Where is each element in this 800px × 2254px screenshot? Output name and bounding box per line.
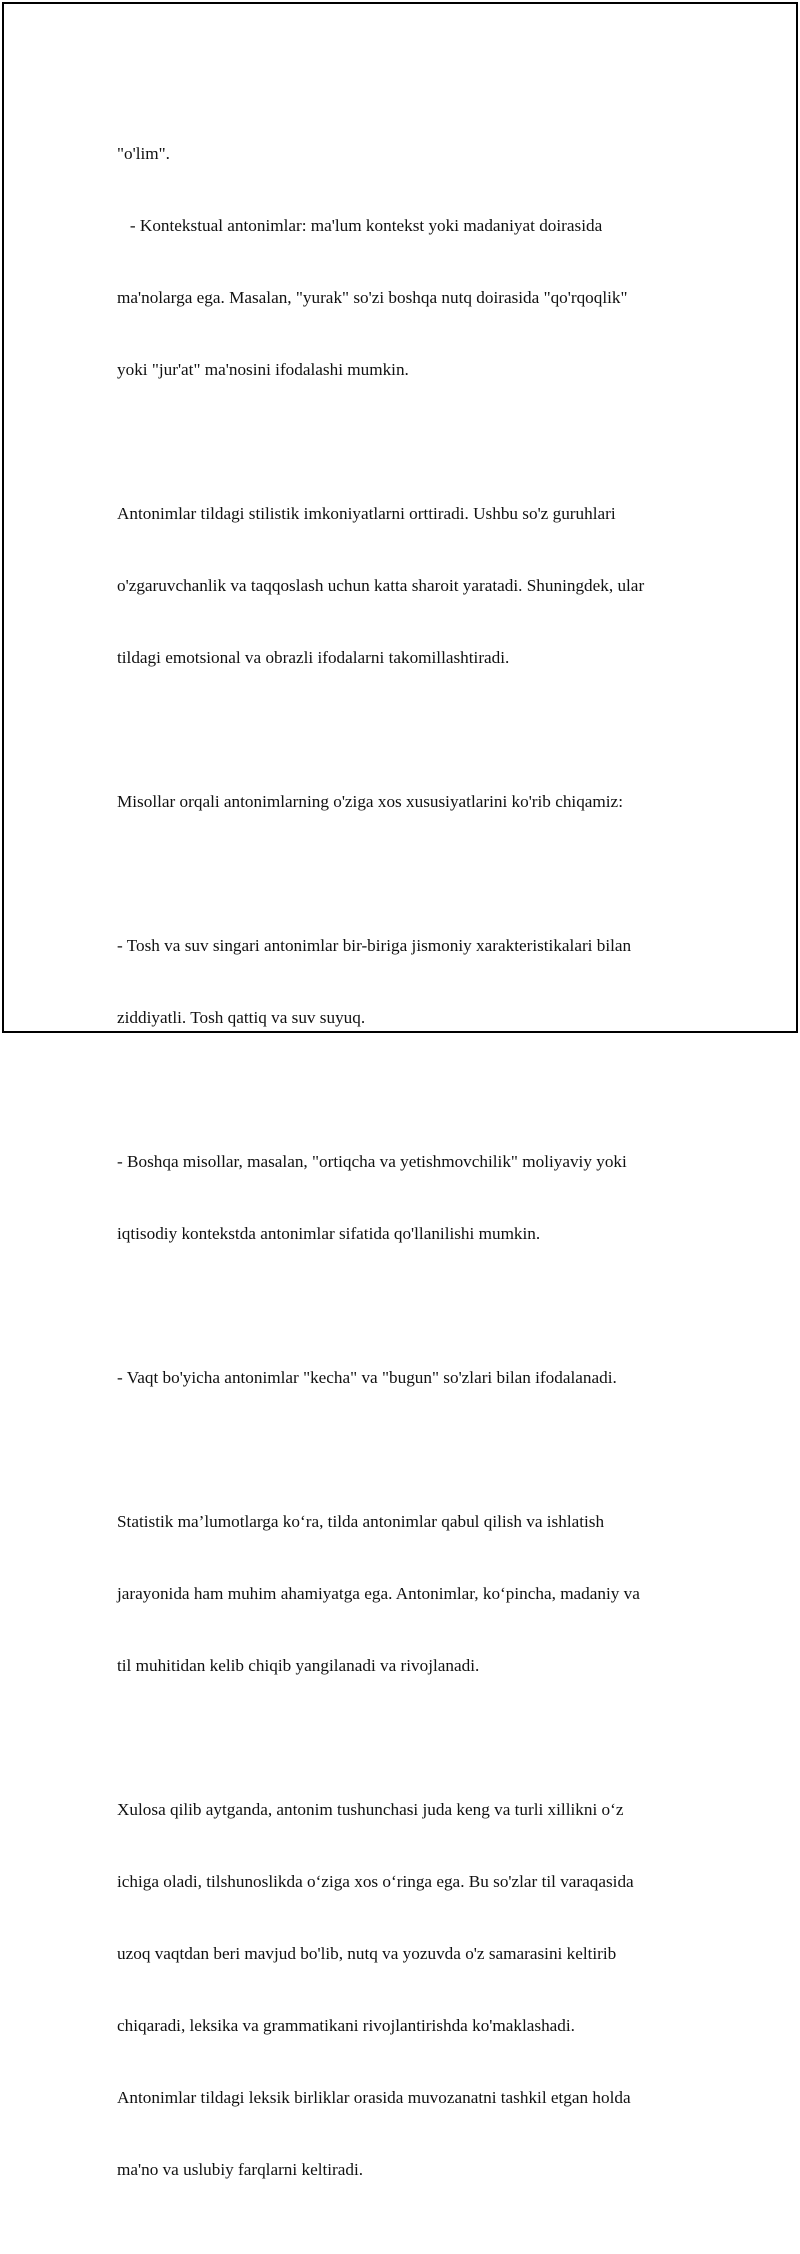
text-line: ma'no va uslubiy farqlarni keltiradi. [117,2160,364,2179]
paragraph-8 [117,1750,717,2230]
text-line: chiqaradi, leksika va grammatikani rivojlantirishda ko'maklashadi. [117,2016,575,2035]
text-line: yoki "jur'at" ma'nosini ifodalashi mumkin. [117,360,409,379]
text-line: - Kontekstual antonimlar: ma'lum kontekst yoki madaniyat doirasida [117,216,603,235]
text-line: Xulosa qilib aytganda, antonim tushunchasi juda keng va turli xillikni o‘z [117,1800,624,1819]
text-line: - Tosh va suv singari antonimlar bir-biriga jismoniy xarakteristikalari bilan [117,936,632,955]
paragraph-7 [117,1462,717,1726]
paragraph-5 [117,1102,717,1294]
text-line: Statistik ma’lumotlarga ko‘ra, tilda antonimlar qabul qilish va ishlatish [117,1512,605,1531]
text-line: Antonimlar tildagi stilistik imkoniyatlarni orttiradi. Ushbu so'z guruhlari [117,504,616,523]
text-line: Antonimlar tildagi leksik birliklar orasida muvozanatni tashkil etgan holda [117,2088,631,2107]
text-line: til muhitidan kelib chiqib yangilanadi va rivojlanadi. [117,1656,480,1675]
text-line: Misollar orqali antonimlarning o'ziga xos xususiyatlarini ko'rib chiqamiz: [117,792,623,811]
text-line: uzoq vaqtdan beri mavjud bo'lib, nutq va yozuvda o'z samarasini keltirib [117,1944,617,1963]
text-line: "o'lim". [117,144,170,163]
text-line: ichiga oladi, tilshunoslikda o‘ziga xos o‘ringa ega. Bu so'zlar til varaqasida [117,1872,634,1891]
paragraph-6 [117,1318,717,1438]
text-line: o'zgaruvchanlik va taqqoslash uchun katta sharoit yaratadi. Shuningdek, ular [117,576,645,595]
paragraph-4 [117,886,717,1078]
paragraph-3 [117,742,717,862]
text-line: ziddiyatli. Tosh qattiq va suv suyuq. [117,1008,366,1027]
paragraph-2 [117,454,717,718]
text-line: ma'nolarga ega. Masalan, "yurak" so'zi boshqa nutq doirasida "qo'rqoqlik" [117,288,628,307]
paragraph-1 [117,94,717,430]
text-line: iqtisodiy kontekstda antonimlar sifatida qo'llanilishi mumkin. [117,1224,541,1243]
text-line: tildagi emotsional va obrazli ifodalarni takomillashtiradi. [117,648,510,667]
text-line: - Vaqt bo'yicha antonimlar "kecha" va "bugun" so'zlari bilan ifodalanadi. [117,1368,617,1387]
document-body [117,94,717,2254]
text-line: jarayonida ham muhim ahamiyatga ega. Antonimlar, ko‘pincha, madaniy va [117,1584,640,1603]
text-line: - Boshqa misollar, masalan, "ortiqcha va yetishmovchilik" moliyaviy yoki [117,1152,627,1171]
